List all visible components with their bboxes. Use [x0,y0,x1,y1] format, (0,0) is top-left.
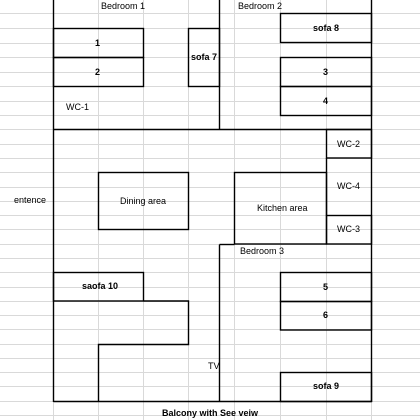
bedroom-2-label: Bedroom 2 [238,1,283,11]
bed-6-label: 6 [323,310,329,320]
dining-area-label: Dining area [120,196,167,206]
bedroom-1-label: Bedroom 1 [101,1,146,11]
bed-3-label: 3 [323,67,329,77]
wc-2-label: WC-2 [337,139,360,149]
bedroom-3-label: Bedroom 3 [240,246,285,256]
bed-5-label: 5 [323,282,329,292]
sofa-9-label: sofa 9 [313,381,340,391]
kitchen-area-label: Kitchen area [257,203,308,213]
entrance-label: entence [14,195,47,205]
sofa-10-label: saofa 10 [82,281,119,291]
balcony-label: Balcony with See veiw [161,408,259,418]
wc-4-label: WC-4 [337,181,360,191]
bed-4-label: 4 [323,96,329,106]
bed-2-label: 2 [95,67,101,77]
wc-3-label: WC-3 [337,224,360,234]
sofa-7-label: sofa 7 [191,52,218,62]
wc-1-label: WC-1 [66,102,89,112]
sofa-8-label: sofa 8 [313,23,340,33]
tv-label: TV [208,361,220,371]
bed-1-label: 1 [95,38,101,48]
